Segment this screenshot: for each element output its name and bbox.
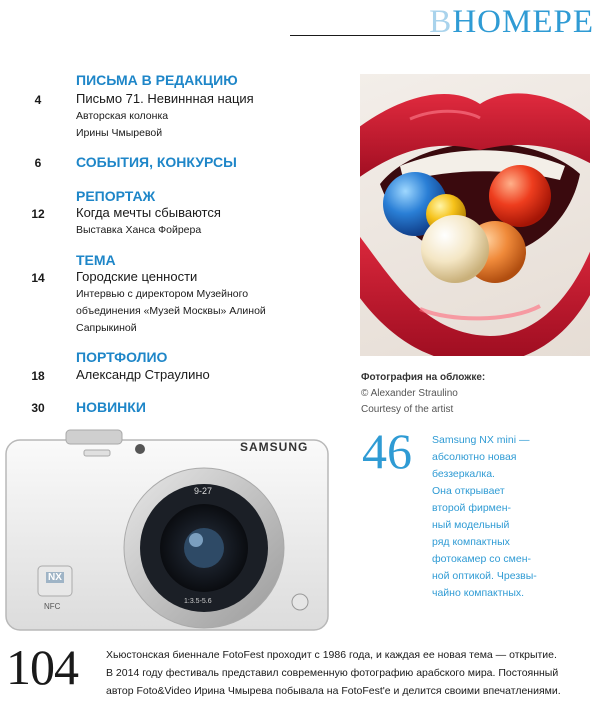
toc-sub-letters: Авторская колонка Ирины Чмыревой: [76, 110, 169, 139]
toc-page-events: 6: [34, 156, 42, 170]
toc-heading-events[interactable]: СОБЫТИЯ, КОНКУРСЫ: [76, 154, 237, 170]
toc-page-news: 30: [31, 401, 45, 415]
toc-sub-theme: Интервью с директором Музейного объединения «Музей Москвы» Алиной Сапрыкиной: [76, 288, 266, 334]
lens-aperture-label: 1:3.5-5.6: [184, 598, 212, 605]
cover-photo: [360, 74, 590, 356]
promo-text: Samsung NX mini — абсолютно новая беззеркалка. Она открывает второй фирмен- ный модельный ряд компактных фотокамер со смен- ной оптикой. Чрезвы- чайно компактных.: [432, 434, 537, 599]
nx-badge: NX: [48, 572, 62, 583]
lips-gumballs-illustration: [360, 74, 590, 356]
feature-text: Хьюстонская биеннале FotoFest проходит с 1986 года, и каждая ее новая тема — открытие. В 2014 году фестиваль представил современную фотографию арабского мира. Постоянный автор Foto&Video Ирина Чмырева побывала на FotoFest'е и делится своими впечатлениями.: [106, 649, 561, 697]
header-rule: [290, 35, 440, 36]
nfc-label: NFC: [44, 602, 61, 611]
toc-sub-report: Выставка Ханса Фойрера: [76, 224, 202, 236]
toc-heading-theme[interactable]: ТЕМА: [76, 252, 116, 268]
toc-title-portfolio[interactable]: Александр Страулино: [76, 367, 210, 382]
camera-photo: [4, 426, 332, 634]
page-title: ВНОМЕРЕ: [429, 4, 594, 40]
toc-page-report: 12: [31, 207, 45, 221]
toc-heading-portfolio[interactable]: ПОРТФОЛИО: [76, 349, 168, 365]
toc-page-portfolio: 18: [31, 369, 45, 383]
toc-title-letters[interactable]: Письмо 71. Невиннная нация: [76, 91, 254, 106]
promo-page-number[interactable]: 46: [362, 423, 412, 479]
toc-heading-letters[interactable]: ПИСЬМА В РЕДАКЦИЮ: [76, 72, 238, 88]
toc-heading-report[interactable]: РЕПОРТАЖ: [76, 188, 156, 204]
toc-heading-news[interactable]: НОВИНКИ: [76, 399, 146, 415]
toc-title-report[interactable]: Когда мечты сбываются: [76, 205, 221, 220]
camera-brand: SAMSUNG: [240, 440, 309, 454]
toc-page-letters: 4: [34, 93, 42, 107]
cover-caption: Фотография на обложке: © Alexander Straulino Courtesy of the artist: [361, 372, 486, 415]
toc-page-theme: 14: [31, 271, 45, 285]
feature-page-number[interactable]: 104: [6, 639, 78, 695]
lens-focal-label: 9-27: [194, 486, 213, 496]
toc-title-theme[interactable]: Городские ценности: [76, 269, 198, 284]
